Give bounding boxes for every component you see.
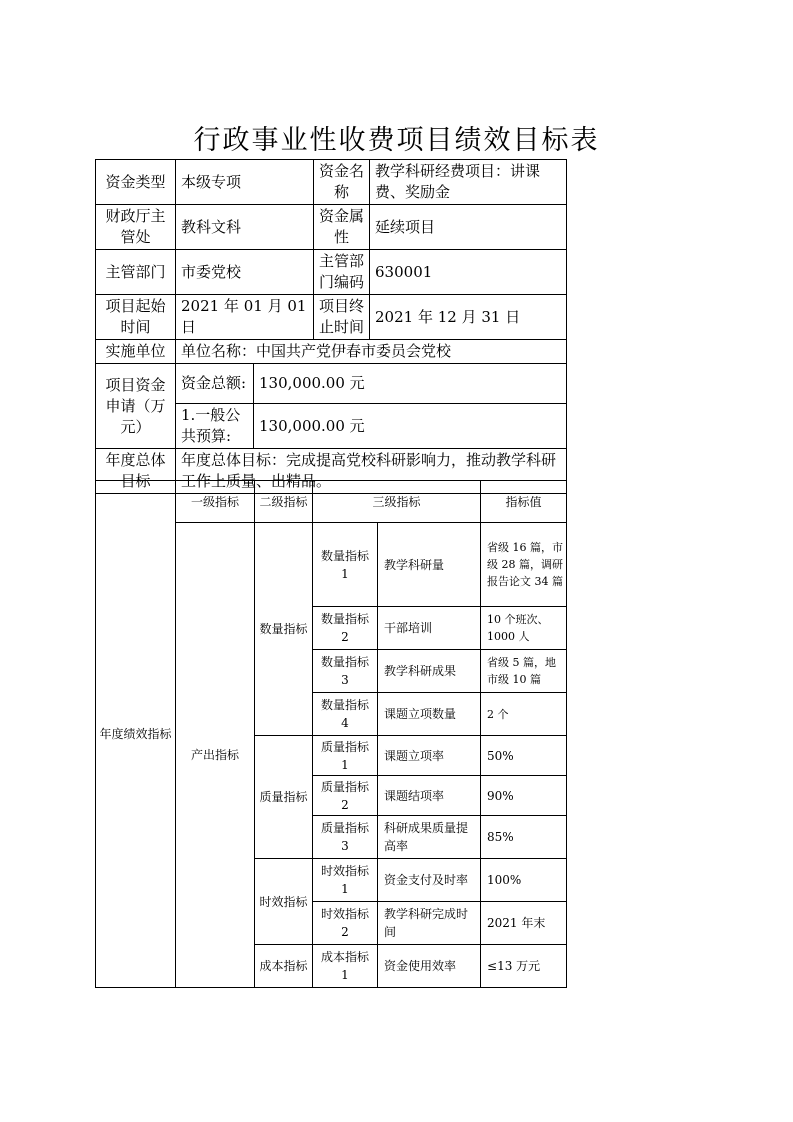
indicator-name: 干部培训 <box>378 607 481 650</box>
info-table <box>95 159 567 494</box>
header-value: 指标值 <box>481 481 567 523</box>
fund-type-label: 资金类型 <box>96 160 176 205</box>
indicator-value: 2021 年末 <box>481 902 567 945</box>
indicator-value: 100% <box>481 859 567 902</box>
level2-indicator: 时效指标 <box>255 859 313 945</box>
indicator-value: 10 个班次、1000 人 <box>481 607 567 650</box>
indicator-name: 课题立项数量 <box>378 693 481 736</box>
budget-value: 130,000.00 元 <box>254 404 567 449</box>
indicator-code: 质量指标 1 <box>313 736 378 776</box>
admin-code-value: 630001 <box>370 250 567 295</box>
dept-label: 财政厅主管处 <box>96 205 176 250</box>
indicator-code: 数量指标 2 <box>313 607 378 650</box>
unit-label: 实施单位 <box>96 340 176 364</box>
indicator-value: ≤13 万元 <box>481 945 567 988</box>
indicator-name: 教学科研成果 <box>378 650 481 693</box>
indicator-name: 课题立项率 <box>378 736 481 776</box>
indicator-code: 数量指标 3 <box>313 650 378 693</box>
fund-type-value: 本级专项 <box>176 160 314 205</box>
goal-label: 年度总体目标 <box>96 449 176 494</box>
indicator-code: 数量指标 1 <box>313 523 378 607</box>
indicator-value: 省级 5 篇，地市级 10 篇 <box>481 650 567 693</box>
indicator-name: 资金使用效率 <box>378 945 481 988</box>
indicator-code: 质量指标 3 <box>313 816 378 859</box>
indicator-name: 资金支付及时率 <box>378 859 481 902</box>
indicator-code: 数量指标 4 <box>313 693 378 736</box>
total-value: 130,000.00 元 <box>254 364 567 404</box>
dept-value: 教科文科 <box>176 205 314 250</box>
perf-section-label: 年度绩效指标 <box>96 481 176 988</box>
apply-label: 项目资金申请（万元） <box>96 364 176 449</box>
fund-name-value: 教学科研经费项目：讲课费、奖励金 <box>370 160 567 205</box>
start-value: 2021 年 01 月 01 日 <box>176 295 314 340</box>
header-level1: 一级指标 <box>176 481 255 523</box>
budget-label: 1.一般公共预算: <box>176 404 254 449</box>
admin-value: 市委党校 <box>176 250 314 295</box>
level1-indicator: 产出指标 <box>176 523 255 988</box>
unit-value: 单位名称：中国共产党伊春市委员会党校 <box>176 340 567 364</box>
fund-attr-value: 延续项目 <box>370 205 567 250</box>
page-title: 行政事业性收费项目绩效目标表 <box>193 125 600 156</box>
indicator-name: 教学科研量 <box>378 523 481 607</box>
indicator-name: 教学科研完成时间 <box>378 902 481 945</box>
indicator-name: 课题结项率 <box>378 776 481 816</box>
start-label: 项目起始时间 <box>96 295 176 340</box>
indicator-code: 时效指标 2 <box>313 902 378 945</box>
indicator-value: 85% <box>481 816 567 859</box>
admin-label: 主管部门 <box>96 250 176 295</box>
header-level2: 二级指标 <box>255 481 313 523</box>
indicator-value: 省级 16 篇，市级 28 篇，调研报告论文 34 篇 <box>481 523 567 607</box>
level2-indicator: 数量指标 <box>255 523 313 736</box>
total-label: 资金总额: <box>176 364 254 404</box>
level2-indicator: 成本指标 <box>255 945 313 988</box>
end-value: 2021 年 12 月 31 日 <box>370 295 567 340</box>
indicator-code: 成本指标 1 <box>313 945 378 988</box>
admin-code-label: 主管部门编码 <box>314 250 370 295</box>
header-level3: 三级指标 <box>313 481 481 523</box>
indicator-value: 2 个 <box>481 693 567 736</box>
fund-attr-label: 资金属性 <box>314 205 370 250</box>
indicator-code: 时效指标 1 <box>313 859 378 902</box>
level2-indicator: 质量指标 <box>255 736 313 859</box>
indicator-value: 50% <box>481 736 567 776</box>
indicator-name: 科研成果质量提高率 <box>378 816 481 859</box>
performance-table <box>95 480 567 988</box>
goal-value: 年度总体目标：完成提高党校科研影响力，推动教学科研工作上质量、出精品。 <box>176 449 567 494</box>
fund-name-label: 资金名称 <box>314 160 370 205</box>
indicator-code: 质量指标 2 <box>313 776 378 816</box>
indicator-value: 90% <box>481 776 567 816</box>
end-label: 项目终止时间 <box>314 295 370 340</box>
